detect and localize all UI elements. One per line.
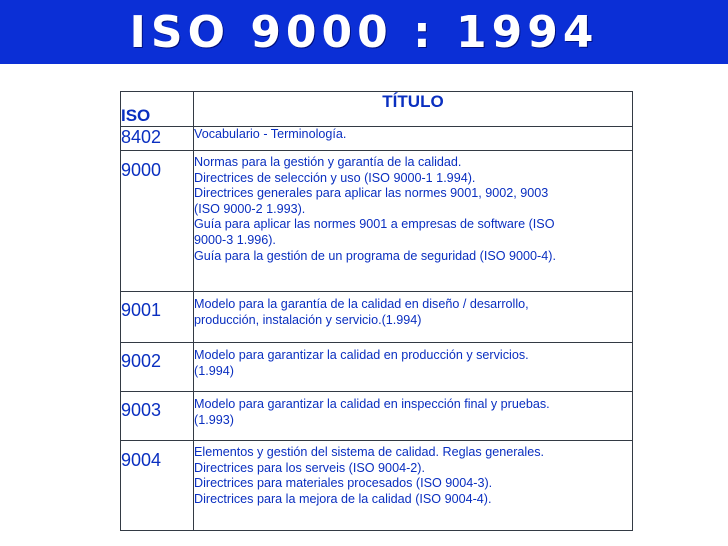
title-banner	[0, 0, 728, 64]
description-line: Directrices para la mejora de la calidad (ISO 9004-4).	[194, 491, 492, 506]
iso-number: 8402	[121, 127, 194, 151]
description-line: Directrices para los serveis (ISO 9004-2).	[194, 460, 425, 475]
description-line: (ISO 9000-2 1.993).	[194, 201, 306, 216]
table-header-row	[121, 92, 633, 127]
description-line: Modelo para garantizar la calidad en producción y servicios.	[194, 348, 529, 362]
column-header-iso: ISO	[121, 92, 194, 127]
iso-number: 9004	[121, 441, 194, 531]
table-row	[121, 151, 633, 292]
description-line: Modelo para garantizar la calidad en inspección final y pruebas.	[194, 397, 550, 411]
description-line: Elementos y gestión del sistema de calidad. Reglas generales.	[194, 445, 545, 459]
iso-description	[194, 392, 633, 441]
description-line: Vocabulario - Terminología.	[194, 127, 347, 141]
iso-number: 9002	[121, 343, 194, 392]
table-row	[121, 441, 633, 531]
iso-description	[194, 292, 633, 343]
description-line: Directrices de selección y uso (ISO 9000-1 1.994).	[194, 170, 476, 185]
description-line: (1.994)	[194, 363, 234, 378]
description-line: Guía para aplicar las normes 9001 a empresas de software (ISO	[194, 217, 555, 232]
description-line: Modelo para la garantía de la calidad en diseño / desarrollo,	[194, 297, 529, 311]
page-title: ISO 9000 : 1994	[129, 6, 599, 58]
table-row	[121, 292, 633, 343]
table-row	[121, 343, 633, 392]
description-line: Directrices para materiales procesados (ISO 9004-3).	[194, 476, 493, 491]
description-line: (1.993)	[194, 412, 234, 427]
iso-number: 9001	[121, 292, 194, 343]
description-line: producción, instalación y servicio.(1.994)	[194, 312, 422, 327]
iso-standards-table	[120, 91, 633, 531]
description-line: Guía para la gestión de un programa de seguridad (ISO 9000-4).	[194, 248, 556, 263]
iso-number: 9000	[121, 151, 194, 292]
table-row	[121, 127, 633, 151]
table-row	[121, 392, 633, 441]
iso-number: 9003	[121, 392, 194, 441]
description-line: Directrices generales para aplicar las normes 9001, 9002, 9003	[194, 186, 549, 201]
description-line: 9000-3 1.996).	[194, 232, 276, 247]
iso-description	[194, 127, 633, 151]
iso-description	[194, 151, 633, 292]
description-line: Normas para la gestión y garantía de la calidad.	[194, 155, 462, 169]
column-header-titulo: TÍTULO	[194, 92, 633, 127]
iso-description	[194, 343, 633, 392]
iso-description	[194, 441, 633, 531]
